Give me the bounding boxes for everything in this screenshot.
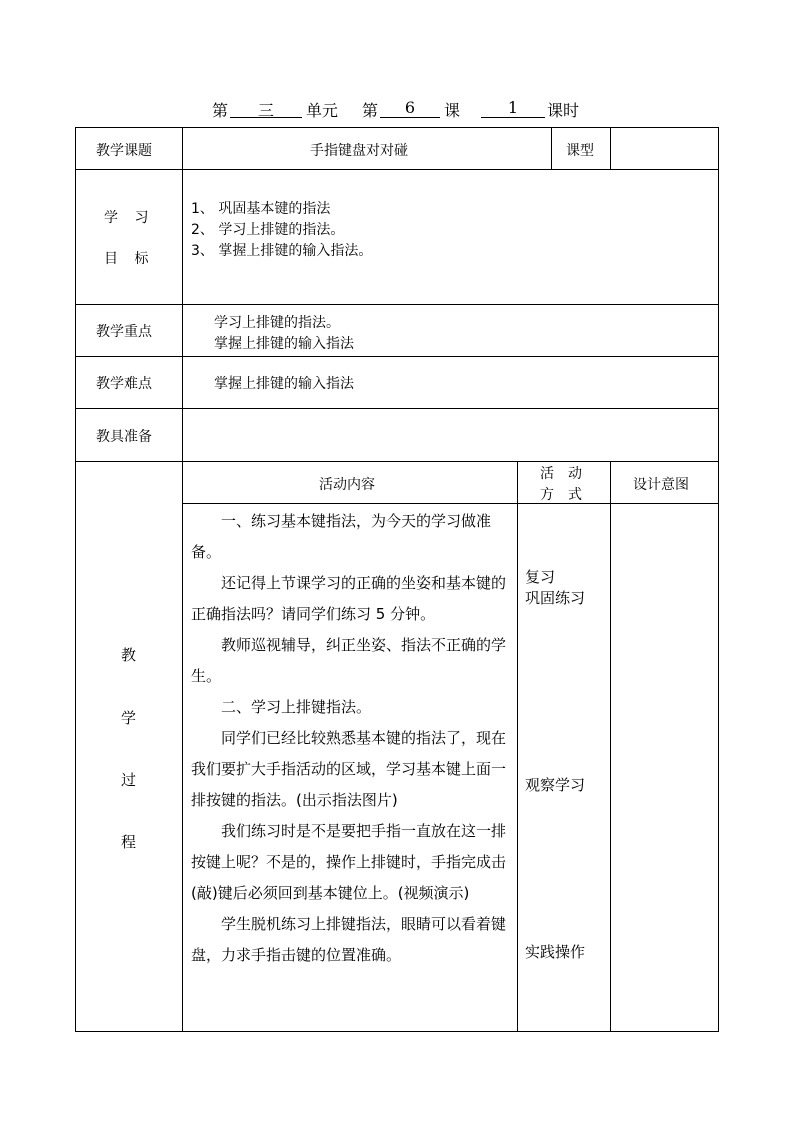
process-side-char: 过 xyxy=(121,771,137,789)
row-divider xyxy=(75,356,719,357)
activity-paragraph: 我们练习时是不是要把手指一直放在这一排按键上呢？不是的，操作上排键时，手指完成击(敲)键后必须回到基本键位上。(视频演示) xyxy=(191,822,507,902)
lesson-value: 6 xyxy=(380,98,440,118)
process-side-char: 教 xyxy=(121,646,137,664)
activity-paragraph: 还记得上节课学习的正确的坐姿和基本键的正确指法吗？请同学们练习 5 分钟。 xyxy=(191,574,507,623)
lesson-header xyxy=(0,98,794,122)
goals-label-line1: 学 习 xyxy=(104,210,155,226)
goal-item: 3、 掌握上排键的输入指法。 xyxy=(191,243,373,259)
key-point-item: 学习上排键的指法。 xyxy=(214,315,340,331)
row-divider xyxy=(182,503,719,504)
table-border-left xyxy=(75,127,76,1032)
topic-value: 手指键盘对对碰 xyxy=(310,143,408,159)
goals-label-line2: 目 标 xyxy=(104,251,155,267)
period-suffix: 课时 xyxy=(547,101,580,120)
activity-paragraph: 一、练习基本键指法，为今天的学习做准备。 xyxy=(191,512,492,561)
activity-method: 观察学习 xyxy=(525,776,586,794)
row-divider xyxy=(75,304,719,305)
col-design-intent: 设计意图 xyxy=(633,477,689,493)
topic-label: 教学课题 xyxy=(96,143,152,159)
period-value: 1 xyxy=(481,98,545,118)
type-label: 课型 xyxy=(566,143,594,159)
activity-paragraph: 教师巡视辅导，纠正坐姿、指法不正确的学生。 xyxy=(191,636,507,685)
activity-method: 复习 xyxy=(525,568,556,586)
key-point-item: 掌握上排键的输入指法 xyxy=(214,336,354,352)
unit-value: 三 xyxy=(230,98,302,118)
lesson-suffix: 课 xyxy=(444,101,461,120)
table-border-right xyxy=(718,127,719,1032)
col-activity-content: 活动内容 xyxy=(319,477,375,493)
row-divider xyxy=(75,408,719,409)
label-column-divider xyxy=(182,127,183,1032)
difficulties-label: 教学难点 xyxy=(96,376,152,392)
table-border-bottom xyxy=(75,1031,719,1032)
difficulties-value: 掌握上排键的输入指法 xyxy=(214,376,354,392)
activity-paragraph: 同学们已经比较熟悉基本键的指法了，现在我们要扩大手指活动的区域，学习基本键上面一排按键的指法。(出示指法图片) xyxy=(191,729,507,809)
table-border-top xyxy=(75,127,719,128)
unit-prefix: 第 xyxy=(212,101,229,120)
activity-paragraph: 二、学习上排键指法。 xyxy=(221,698,372,716)
column-divider xyxy=(610,461,611,1032)
row-divider xyxy=(75,169,719,170)
activity-method: 实践操作 xyxy=(525,943,586,961)
lesson-prefix: 第 xyxy=(362,101,379,120)
activity-paragraph: 学生脱机练习上排键指法，眼睛可以看着键盘，力求手指击键的位置准确。 xyxy=(191,915,507,964)
unit-suffix: 单元 xyxy=(306,101,339,120)
activity-content xyxy=(191,506,513,971)
materials-label: 教具准备 xyxy=(96,429,152,445)
process-side-char: 学 xyxy=(121,709,137,727)
column-divider xyxy=(610,127,611,169)
column-divider xyxy=(517,461,518,1032)
column-divider xyxy=(551,127,552,169)
process-side-char: 程 xyxy=(121,833,137,851)
col-activity-method-line1: 活 动 xyxy=(540,466,582,482)
col-activity-method-line2: 方 式 xyxy=(540,487,582,503)
key-points-label: 教学重点 xyxy=(96,324,152,340)
activity-method: 巩固练习 xyxy=(525,589,586,607)
goal-item: 1、 巩固基本键的指法 xyxy=(191,201,331,217)
row-divider xyxy=(75,461,719,462)
goal-item: 2、 学习上排键的指法。 xyxy=(191,222,345,238)
